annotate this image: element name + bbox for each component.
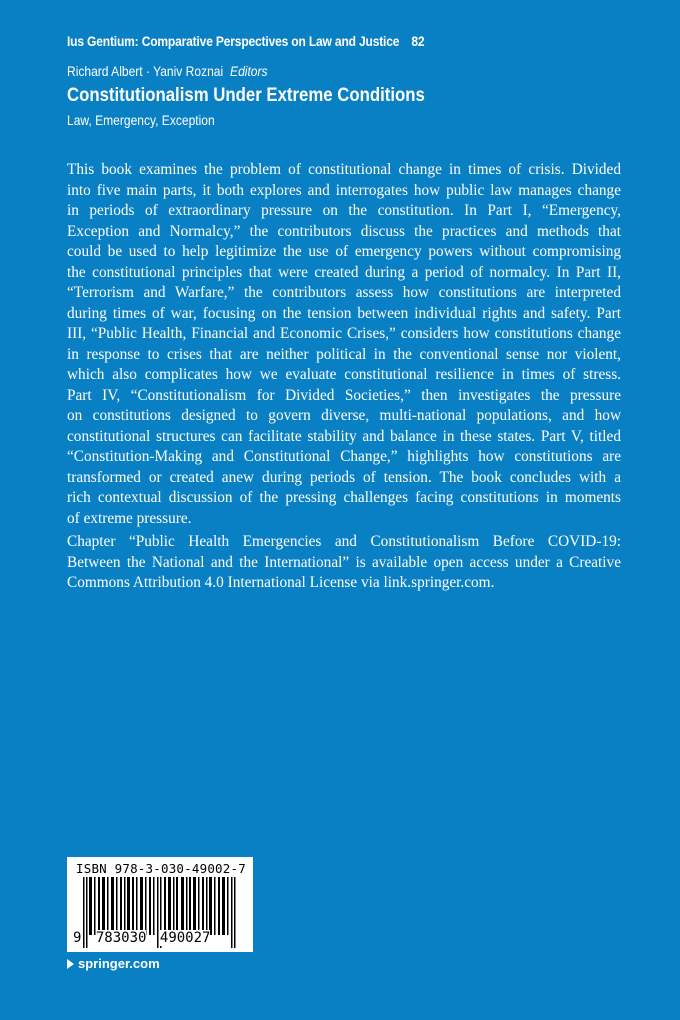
description-line: “Constitution-Making and Constitutional Change,” highlights how constitutions are [67,448,621,465]
editors [67,63,268,79]
isbn-label: ISBN 978-3-030-49002-7 [76,861,246,876]
description-line: rich contextual discussion of the pressing challenges facing constitutions in moments [67,489,621,506]
description-line: on constitutions designed to govern diverse, multi-national populations, and how [67,407,621,424]
series-name: Ius Gentium: Comparative Perspectives on Law and Justice [67,33,400,49]
description-line: Part IV, “Constitutionalism for Divided Societies,” then investigates the pressure [67,386,621,404]
description-line: the constitutional principles that were created during a period of normalcy. In Part II, [67,263,621,281]
description-line: constitutional structures can facilitate stability and balance in these states. Part V, titled [67,427,621,445]
description-line: Exception and Normalcy,” the contributors discuss the practices and methods that [67,222,621,240]
description-line: during times of war, focusing on the tension between individual rights and safety. Part [67,304,621,322]
isbn-barcode [67,857,253,952]
editor-names: Richard Albert · Yaniv Roznai [67,63,224,79]
website-label: springer.com [78,956,160,971]
description-line: transformed or created anew during periods of tension. The book concludes with a [67,468,621,486]
description-line: “Terrorism and Warfare,” the contributors assess how constitutions are interpreted [67,284,621,301]
description-line: in periods of extraordinary pressure on the constitution. In Part I, “Emergency, [67,202,621,219]
barcode-digits-right: 490027 [159,930,211,946]
book-title: Constitutionalism Under Extreme Conditions [67,84,425,106]
note-line: Commons Attribution 4.0 International License via link.springer.com. [67,574,495,591]
description-line: which also complicates how we evaluate constitutional resilience in times of stress. [67,366,621,383]
barcode-digits [73,930,210,946]
description-line: of extreme pressure. [67,509,192,527]
description-line: in response to crises that are neither political in the conventional sense nor violent, [67,345,621,363]
description-line: could be used to help legitimize the use of emergency powers without compromising [67,243,621,260]
description-line: III, “Public Health, Financial and Economic Crises,” considers how constitutions change [67,325,621,342]
publisher-website [67,956,160,971]
barcode-digit-prefix: 9 [73,930,82,946]
series-number: 82 [411,33,425,49]
book-subtitle: Law, Emergency, Exception [67,112,215,128]
book-description [67,160,621,529]
barcode-digits-left: 783030 [95,930,147,946]
note-line: Chapter “Public Health Emergencies and Constitutionalism Before COVID-19: [67,533,621,550]
note-line: Between the National and the International” is available open access under a Creative [67,553,621,571]
description-line: into five main parts, it both explores and interrogates how public law manages change [67,181,621,199]
open-access-note [67,532,621,594]
triangle-arrow-icon [67,959,74,969]
description-line: This book examines the problem of constitutional change in times of crisis. Divided [67,161,621,178]
editors-role: Editors [230,63,268,79]
series-title [67,33,424,49]
